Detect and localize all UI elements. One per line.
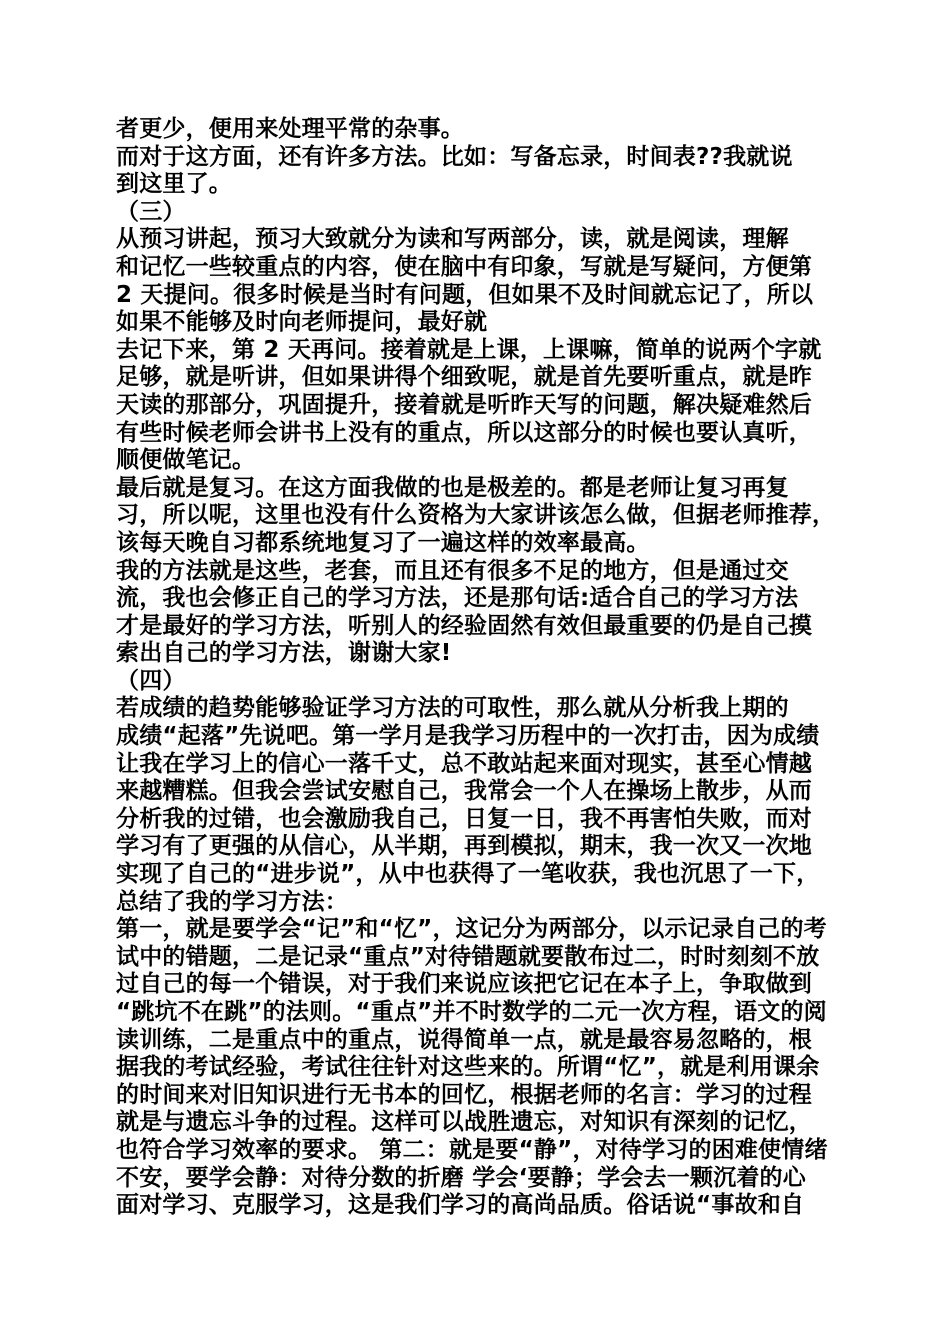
- text-line: 就是与遗忘斗争的过程。这样可以战胜遗忘，对知识有深刻的记忆，: [116, 1109, 812, 1136]
- text-line: 不安，要学会静：对待分数的折磨 学会‘要静；学会去一颗沉着的心: [116, 1164, 806, 1191]
- text-line: 分析我的过错，也会激励我自己，日复一日，我不再害怕失败，而对: [116, 805, 812, 832]
- text-line: 据我的考试经验，考试往往针对这些来的。所谓“忆”，就是利用课余: [116, 1054, 820, 1081]
- text-line: 也符合学习效率的要求。 第二：就是要“静”，对待学习的困难使情绪: [116, 1136, 828, 1163]
- text-line: 总结了我的学习方法：: [116, 888, 348, 915]
- text-line: 实现了自己的“进步说”，从中也获得了一笔收获，我也沉思了一下，: [116, 861, 820, 888]
- text-line: 顺便做笔记。: [116, 447, 256, 474]
- section-heading: （三）: [116, 198, 186, 225]
- text-line: 2 天提问。很多时候是当时有问题，但如果不及时间就忘记了，所以: [116, 281, 814, 308]
- text-line: 天读的那部分，巩固提升，接着就是听昨天写的问题，解决疑难然后: [116, 391, 812, 418]
- text-line: 读训练，二是重点中的重点，说得简单一点，就是最容易忽略的，根: [116, 1026, 812, 1053]
- document-body: [116, 116, 846, 1220]
- text-line: 而对于这方面，还有许多方法。比如：写备忘录，时间表??我就说: [116, 143, 793, 170]
- text-line: 我的方法就是这些，老套，而且还有很多不足的地方，但是通过交: [116, 557, 789, 584]
- text-line: 者更少，便用来处理平常的杂事。: [116, 116, 464, 142]
- text-line: 过自己的每一个错误，对于我们来说应该把它记在本子上，争取做到: [116, 971, 812, 998]
- text-line: 去记下来，第 2 天再问。接着就是上课，上课嘛，简单的说两个字就: [116, 336, 822, 363]
- text-line: 如果不能够及时向老师提问，最好就: [116, 309, 488, 336]
- text-line: 足够，就是听讲，但如果讲得个细致呢，就是首先要听重点，就是昨: [116, 364, 812, 391]
- text-line: 索出自己的学习方法，谢谢大家!: [116, 640, 452, 667]
- text-line: “跳坑不在跳”的法则。“重点”并不时数学的二元一次方程，语文的阅: [116, 999, 827, 1025]
- text-line: 从预习讲起，预习大致就分为读和写两部分，读，就是阅读，理解: [116, 226, 789, 253]
- text-line: 面对学习、克服学习，这是我们学习的高尚品质。俗话说“事故和自: [116, 1192, 805, 1219]
- text-line: 习，所以呢，这里也没有什么资格为大家讲该怎么做，但据老师推荐，: [116, 502, 836, 529]
- text-line: 第一，就是要学会“记”和“忆”，这记分为两部分，以示记录自己的考: [116, 916, 827, 943]
- text-line: 流，我也会修正自己的学习方法，还是那句话:适合自己的学习方法: [116, 585, 799, 612]
- text-line: 和记忆一些较重点的内容，使在脑中有印象，写就是写疑问，方便第: [116, 253, 812, 280]
- text-line: 来越糟糕。但我会尝试安慰自己，我常会一个人在操场上散步，从而: [116, 778, 812, 805]
- text-line: 学习有了更强的从信心，从半期，再到模拟，期末，我一次又一次地: [116, 833, 812, 860]
- text-line: 若成绩的趋势能够验证学习方法的可取性，那么就从分析我上期的: [116, 695, 789, 722]
- text-line: 让我在学习上的信心一落千丈，总不敢站起来面对现实，甚至心情越: [116, 750, 812, 777]
- text-line: 成绩“起落”先说吧。第一学月是我学习历程中的一次打击，因为成绩: [116, 723, 820, 750]
- text-line: 才是最好的学习方法，听别人的经验固然有效但最重要的仍是自己摸: [116, 612, 812, 639]
- text-line: 有些时候老师会讲书上没有的重点，所以这部分的时候也要认真听，: [116, 419, 812, 446]
- section-heading: （四）: [116, 667, 186, 694]
- text-line: 到这里了。: [116, 171, 232, 198]
- text-line: 试中的错题，二是记录“重点”对待错题就要散布过二，时时刻刻不放: [116, 943, 820, 970]
- text-line: 的时间来对旧知识进行无书本的回忆，根据老师的名言：学习的过程: [116, 1081, 812, 1108]
- text-line: 最后就是复习。在这方面我做的也是极差的。都是老师让复习再复: [116, 474, 789, 501]
- text-line: 该每天晚自习都系统地复习了一遍这样的效率最高。: [116, 529, 650, 556]
